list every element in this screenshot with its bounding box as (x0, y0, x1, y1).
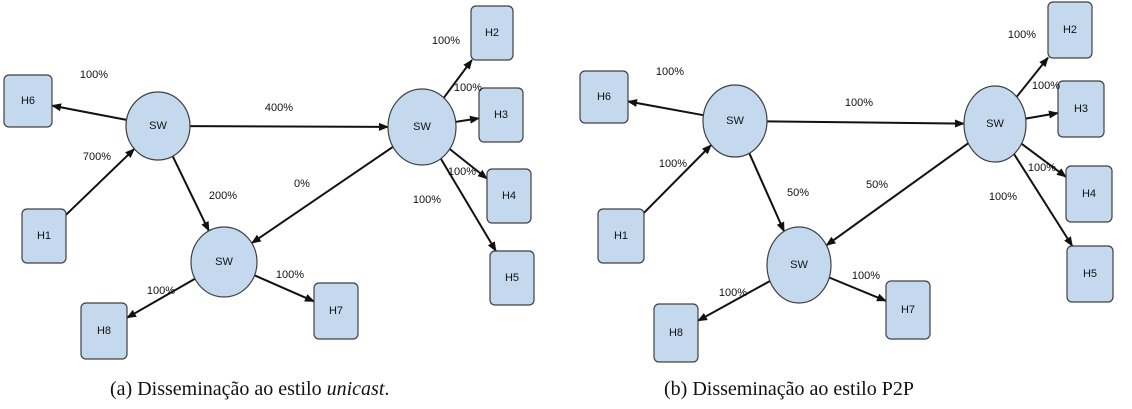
node-label: H8 (96, 324, 112, 337)
host-node-h6 (580, 71, 628, 123)
node-label: SW (726, 114, 744, 127)
host-node-h1 (22, 209, 66, 263)
switch-node (126, 92, 190, 160)
edge-label: 200% (208, 189, 238, 202)
edge-label: 100% (718, 286, 748, 299)
edge-label: 100% (1007, 28, 1037, 41)
host-node-h3 (1058, 81, 1104, 137)
edge-labels (80, 35, 482, 297)
edge-label: 100% (146, 284, 176, 297)
edge-sw2-sw3 (826, 143, 968, 245)
node-label: H6 (596, 90, 612, 103)
caption-unicast (110, 378, 389, 401)
edge-label: 100% (1027, 161, 1057, 174)
edge-label: 100% (431, 34, 461, 47)
caption-prefix: (a) (110, 378, 133, 400)
edge-sw1-sw3 (749, 153, 784, 231)
caption-emphasis: unicast (326, 378, 385, 400)
edge-sw1-sw2 (190, 126, 388, 127)
edge-sw1-sw2 (767, 121, 964, 123)
caption-p2p (664, 378, 914, 401)
host-node-h1 (598, 209, 644, 263)
node-label: H3 (1073, 102, 1089, 115)
edge-sw2-h3 (456, 118, 479, 122)
node-label: H5 (504, 271, 520, 284)
host-node-h3 (479, 88, 523, 142)
edge-sw1-sw3 (173, 156, 209, 231)
caption-text: Disseminação ao estilo P2P (692, 378, 914, 400)
node-label: H1 (36, 229, 52, 242)
node-label: H5 (1082, 267, 1098, 280)
node-label: H1 (613, 229, 629, 242)
edge-label: 100% (844, 96, 874, 109)
host-node-h8 (81, 303, 127, 359)
node-label: SW (149, 119, 167, 132)
node-label: H3 (493, 108, 509, 121)
node-label: H4 (501, 189, 517, 202)
host-node-h7 (886, 281, 930, 339)
host-node-h2 (471, 6, 513, 60)
node-label: H4 (1081, 187, 1097, 200)
edge-label: 700% (82, 150, 112, 163)
node-label: H6 (20, 94, 36, 107)
edge-label: 50% (865, 178, 889, 191)
edge-label: 100% (447, 165, 477, 178)
edge-sw1-h6 (52, 106, 127, 120)
edge-label: 100% (275, 268, 305, 281)
edge-sw2-sw3 (252, 147, 393, 243)
diagram-unicast (4, 6, 534, 359)
node-label: SW (986, 117, 1004, 130)
host-node-h6 (4, 75, 52, 127)
host-node-h5 (490, 251, 534, 305)
caption-suffix: . (384, 378, 390, 400)
node-label: SW (413, 120, 431, 133)
edge-label: 100% (655, 65, 685, 78)
edge-label: 100% (79, 68, 109, 81)
node-label: H7 (900, 303, 916, 316)
switch-node (964, 86, 1026, 162)
edge-label: 50% (786, 186, 810, 199)
node-label: H2 (1062, 23, 1078, 36)
edge-sw1-h6 (628, 101, 703, 115)
edge-h1-sw1 (644, 145, 711, 213)
edge-label: 100% (412, 193, 442, 206)
caption-prefix: (b) (664, 378, 688, 400)
edge-label: 100% (851, 269, 881, 282)
nodes (580, 2, 1113, 362)
edge-label: 100% (1031, 79, 1061, 92)
edge-label: 100% (453, 81, 483, 94)
node-label: H8 (668, 326, 684, 339)
host-node-h5 (1067, 246, 1113, 302)
switch-node (388, 89, 456, 165)
edge-labels (656, 29, 1060, 299)
node-label: SW (790, 258, 808, 271)
edge-label: 100% (988, 190, 1018, 203)
switch-node (767, 227, 831, 303)
edge-label: 0% (294, 177, 310, 190)
host-node-h4 (487, 169, 531, 223)
node-label: H2 (484, 26, 500, 39)
switch-node (703, 85, 767, 157)
host-node-h8 (654, 304, 698, 362)
switch-node (191, 227, 257, 297)
host-node-h2 (1048, 2, 1092, 58)
edge-sw2-h3 (1026, 113, 1058, 119)
caption-text: Disseminação ao estilo (137, 378, 327, 400)
host-node-h4 (1066, 166, 1112, 222)
edge-label: 400% (264, 101, 294, 114)
diagram-p2p (580, 2, 1113, 362)
host-node-h7 (314, 283, 358, 339)
node-label: H7 (328, 304, 344, 317)
node-label: SW (215, 255, 233, 268)
edge-label: 100% (658, 157, 688, 170)
